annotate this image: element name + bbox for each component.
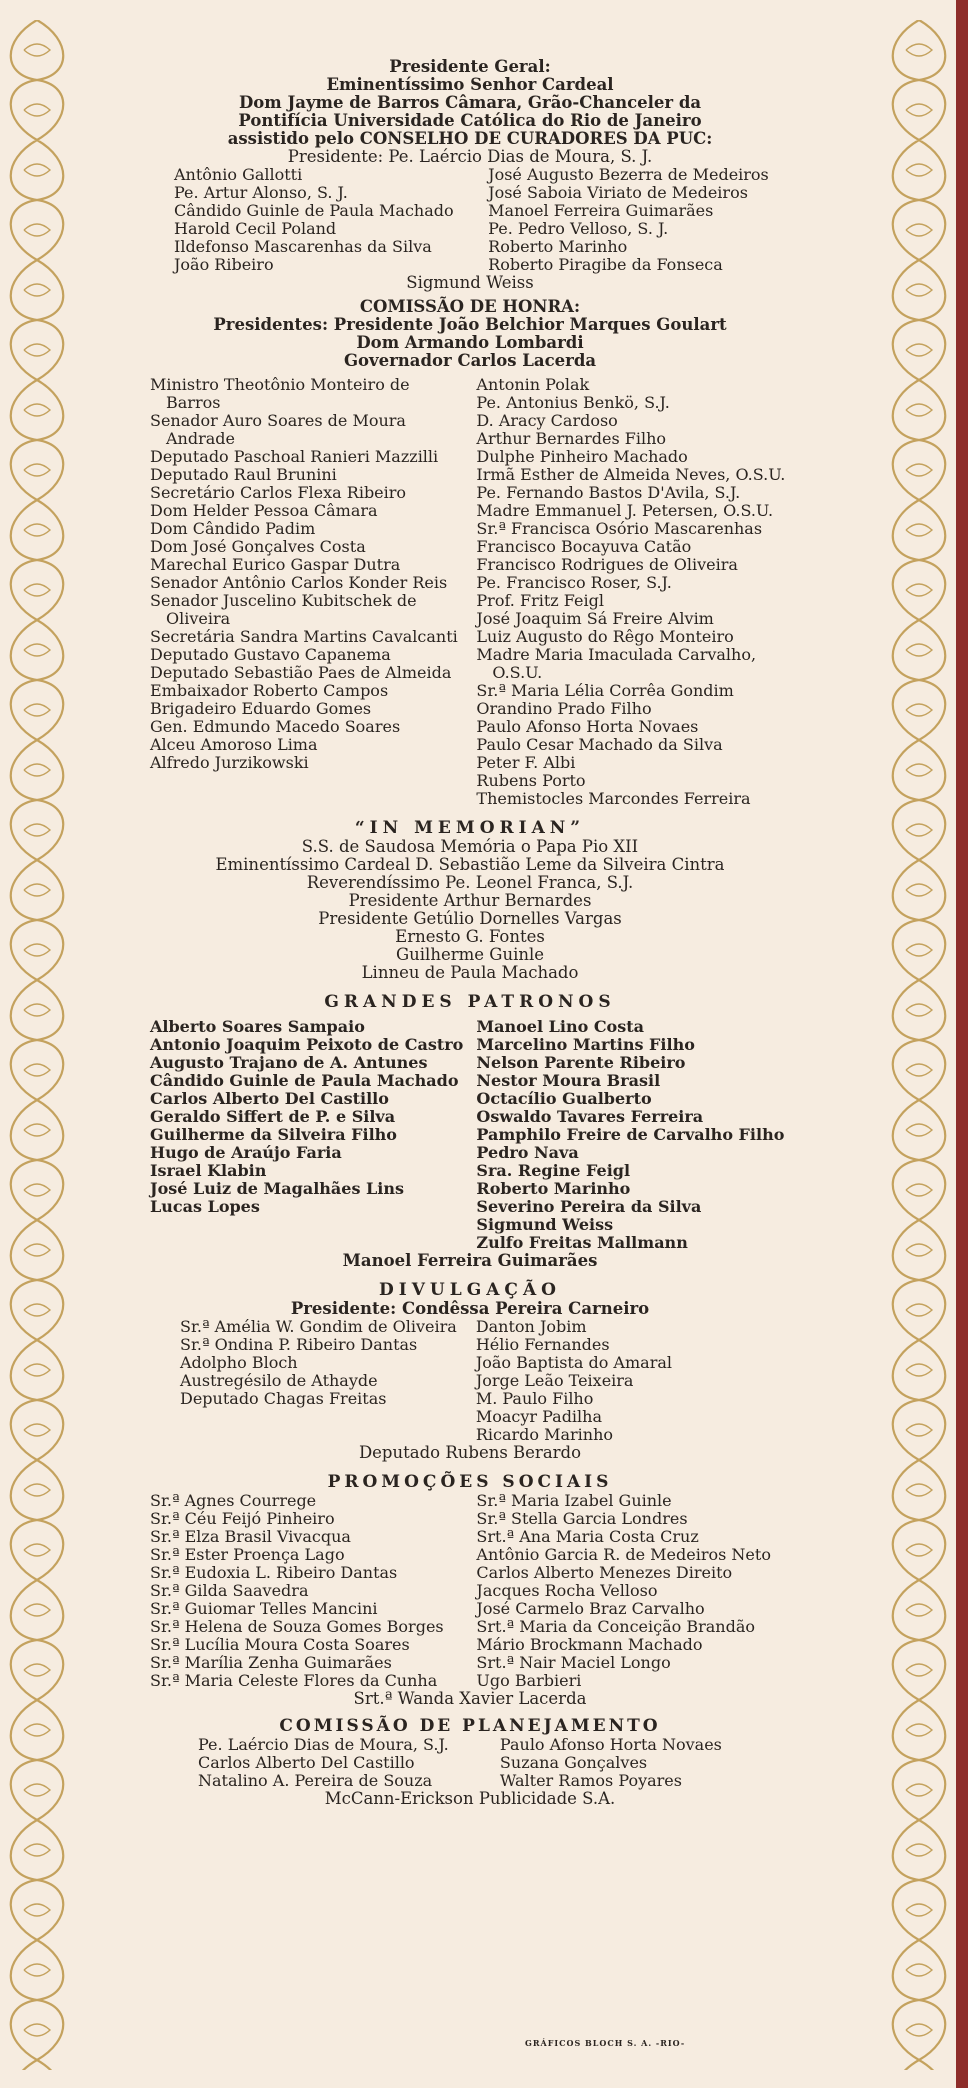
divulgacao-member: João Baptista do Amaral — [475, 1353, 672, 1372]
patrono-name: Hugo de Araújo Faria — [150, 1143, 342, 1162]
honra-right-column — [476, 376, 790, 808]
patrono-name: José Luiz de Magalhães Lins — [150, 1179, 404, 1198]
honra-member: Pe. Fernando Bastos D'Avila, S.J. — [476, 483, 741, 502]
planejamento-left-column — [198, 1736, 488, 1790]
divulgacao-last: Deputado Rubens Berardo — [358, 1443, 582, 1462]
honra-member: Deputado Raul Brunini — [150, 465, 337, 484]
promocoes-left-column — [150, 1492, 464, 1690]
honra-member: Ministro Theotônio Monteiro de Barros — [150, 375, 410, 412]
patrono-name: Sra. Regine Feigl — [476, 1161, 631, 1180]
header-line: assistido pelo CONSELHO DE CURADORES DA PUC: — [227, 129, 713, 148]
patrono-name: Nestor Moura Brasil — [476, 1071, 661, 1090]
promocoes-title: PROMOÇÕES SOCIAIS — [327, 1472, 613, 1492]
patrono-name: Israel Klabin — [150, 1161, 267, 1180]
patrono-name: Carlos Alberto Del Castillo — [150, 1089, 389, 1108]
honra-sub: Presidentes: Presidente João Belchior Marques Goulart — [213, 315, 727, 334]
memorian-name: Linneu de Paula Machado — [361, 963, 579, 982]
curador-name: José Saboia Viriato de Medeiros — [488, 183, 748, 202]
curador-name: Antônio Gallotti — [174, 165, 303, 184]
promocoes-member: Sr.ª Maria Celeste Flores da Cunha — [150, 1671, 438, 1690]
honra-member: Francisco Bocayuva Catão — [476, 537, 692, 556]
honra-member: Gen. Edmundo Macedo Soares — [150, 717, 401, 736]
honra-member: Senador Antônio Carlos Konder Reis — [150, 573, 448, 592]
patrono-name: Sigmund Weiss — [476, 1215, 614, 1234]
divulgacao-member: Danton Jobim — [475, 1317, 587, 1336]
honra-member: Deputado Sebastião Paes de Almeida — [150, 663, 452, 682]
promocoes-member: Sr.ª Agnes Courrege — [150, 1491, 317, 1510]
patrono-name: Antonio Joaquim Peixoto de Castro — [150, 1035, 464, 1054]
planejamento-list — [150, 1736, 790, 1790]
promocoes-member: Sr.ª Marília Zenha Guimarães — [150, 1653, 392, 1672]
patrono-name: Severino Pereira da Silva — [476, 1197, 702, 1216]
honra-member: Paulo Cesar Machado da Silva — [476, 735, 723, 754]
promocoes-member: Sr.ª Ester Proença Lago — [150, 1545, 345, 1564]
promocoes-member: Sr.ª Elza Brasil Vivacqua — [150, 1527, 351, 1546]
honra-member: Pe. Francisco Roser, S.J. — [476, 573, 672, 592]
memorian-name: Presidente Getúlio Dornelles Vargas — [318, 909, 622, 928]
promocoes-member: Srt.ª Maria da Conceição Brandão — [476, 1617, 756, 1636]
planejamento-member: Pe. Laércio Dias de Moura, S.J. — [198, 1735, 449, 1754]
promocoes-last: Srt.ª Wanda Xavier Lacerda — [353, 1689, 587, 1708]
memorian-name: Presidente Arthur Bernardes — [348, 891, 592, 910]
divulgacao-member: Hélio Fernandes — [475, 1335, 610, 1354]
memorian-list — [150, 838, 790, 982]
program-content — [150, 58, 790, 1808]
curador-name: Pe. Pedro Velloso, S. J. — [488, 219, 669, 238]
divulgacao-title: DIVULGAÇÃO — [379, 1280, 561, 1300]
memorian-name: S.S. de Saudosa Memória o Papa Pio XII — [301, 837, 639, 856]
right-ornamental-border — [884, 20, 954, 2070]
header-line: Dom Jayme de Barros Câmara, Grão-Chanceler da — [238, 93, 702, 112]
patrono-name: Nelson Parente Ribeiro — [476, 1053, 686, 1072]
planejamento-right-column — [500, 1736, 790, 1790]
planejamento-member: Suzana Gonçalves — [499, 1753, 648, 1772]
header-line: Presidente: Pe. Laércio Dias de Moura, S. J. — [287, 147, 653, 166]
promocoes-member: Sr.ª Helena de Souza Gomes Borges — [150, 1617, 444, 1636]
honra-left-column — [150, 376, 464, 808]
honra-member: Madre Emmanuel J. Petersen, O.S.U. — [476, 501, 774, 520]
patrono-name: Roberto Marinho — [476, 1179, 631, 1198]
red-edge-strip — [956, 0, 968, 2088]
promocoes-member: Ugo Barbieri — [476, 1671, 582, 1690]
memorian-title: “IN MEMORIAN” — [354, 818, 586, 838]
memorian-name: Guilherme Guinle — [395, 945, 545, 964]
scroll-ornament — [893, 20, 946, 2070]
patronos-list — [150, 1018, 790, 1252]
promocoes-member: Sr.ª Lucília Moura Costa Soares — [150, 1635, 410, 1654]
honra-member: Paulo Afonso Horta Novaes — [476, 717, 699, 736]
honra-member: Deputado Paschoal Ranieri Mazzilli — [150, 447, 439, 466]
promocoes-member: José Carmelo Braz Carvalho — [476, 1599, 705, 1618]
curador-name: Ildefonso Mascarenhas da Silva — [174, 237, 432, 256]
promocoes-member: Antônio Garcia R. de Medeiros Neto — [476, 1545, 771, 1564]
honra-member: Marechal Eurico Gaspar Dutra — [150, 555, 401, 574]
honra-member: Rubens Porto — [476, 771, 586, 790]
divulgacao-member: Deputado Chagas Freitas — [180, 1389, 387, 1408]
patronos-right-column — [476, 1018, 790, 1252]
curador-name: Manoel Ferreira Guimarães — [488, 201, 714, 220]
divulgacao-member: Adolpho Bloch — [180, 1353, 298, 1372]
honra-member: Irmã Esther de Almeida Neves, O.S.U. — [476, 465, 786, 484]
honra-member: Orandino Prado Filho — [476, 699, 652, 718]
honra-member: Brigadeiro Eduardo Gomes — [150, 699, 372, 718]
header-block — [150, 58, 790, 166]
promocoes-member: Sr.ª Stella Garcia Londres — [476, 1509, 688, 1528]
patrono-name: Zulfo Freitas Mallmann — [476, 1233, 688, 1252]
honra-sub: Governador Carlos Lacerda — [343, 351, 597, 370]
honra-member: Madre Maria Imaculada Carvalho, O.S.U. — [476, 645, 757, 682]
honra-member: Antonin Polak — [476, 375, 590, 394]
promocoes-member: Mário Brockmann Machado — [476, 1635, 703, 1654]
honra-member: Alceu Amoroso Lima — [150, 735, 318, 754]
patrono-name: Lucas Lopes — [150, 1197, 260, 1216]
header-line: Presidente Geral: — [389, 57, 551, 76]
curador-name: Harold Cecil Poland — [174, 219, 337, 238]
curador-name: Roberto Marinho — [488, 237, 628, 256]
divulgacao-member: Sr.ª Amélia W. Gondim de Oliveira — [180, 1317, 457, 1336]
honra-member: Secretário Carlos Flexa Ribeiro — [150, 483, 407, 502]
honra-member: Dulphe Pinheiro Machado — [476, 447, 688, 466]
patrono-name: Guilherme da Silveira Filho — [150, 1125, 397, 1144]
planejamento-member: Walter Ramos Poyares — [499, 1771, 682, 1790]
header-line: Eminentíssimo Senhor Cardeal — [326, 75, 614, 94]
honra-member: Prof. Fritz Feigl — [476, 591, 604, 610]
divulgacao-list — [150, 1318, 790, 1444]
honra-member: Luiz Augusto do Rêgo Monteiro — [476, 627, 734, 646]
promocoes-member: Carlos Alberto Menezes Direito — [476, 1563, 733, 1582]
honra-member: Dom Cândido Padim — [150, 519, 316, 538]
promocoes-list — [150, 1492, 790, 1690]
planejamento-title: COMISSÃO DE PLANEJAMENTO — [279, 1716, 661, 1736]
patronos-left-column — [150, 1018, 464, 1252]
honra-member: Dom Helder Pessoa Câmara — [150, 501, 378, 520]
curador-name: João Ribeiro — [174, 255, 274, 274]
promocoes-member: Sr.ª Maria Izabel Guinle — [476, 1491, 672, 1510]
curador-name: Cândido Guinle de Paula Machado — [174, 201, 454, 220]
patronos-last: Manoel Ferreira Guimarães — [342, 1251, 598, 1270]
divulgacao-member: Ricardo Marinho — [475, 1425, 614, 1444]
curadores-left-column — [174, 166, 476, 274]
patrono-name: Oswaldo Tavares Ferreira — [476, 1107, 704, 1126]
honra-member: Arthur Bernardes Filho — [476, 429, 667, 448]
honra-member: Embaixador Roberto Campos — [150, 681, 389, 700]
patrono-name: Pamphilo Freire de Carvalho Filho — [476, 1125, 785, 1144]
curador-name: Roberto Piragibe da Fonseca — [488, 255, 723, 274]
planejamento-member: Carlos Alberto Del Castillo — [198, 1753, 415, 1772]
honra-member: Sr.ª Francisca Osório Mascarenhas — [476, 519, 763, 538]
planejamento-member: Natalino A. Pereira de Souza — [198, 1771, 433, 1790]
patrono-name: Pedro Nava — [476, 1143, 579, 1162]
honra-member: D. Aracy Cardoso — [476, 411, 618, 430]
patrono-name: Octacílio Gualberto — [476, 1089, 652, 1108]
divulgacao-member: Sr.ª Ondina P. Ribeiro Dantas — [180, 1335, 418, 1354]
honra-member: Alfredo Jurzikowski — [150, 753, 309, 772]
promocoes-member: Sr.ª Guiomar Telles Mancini — [150, 1599, 378, 1618]
honra-member: Senador Auro Soares de Moura Andrade — [150, 411, 406, 448]
honra-member: Senador Juscelino Kubitschek de Oliveira — [150, 591, 417, 628]
honra-member: José Joaquim Sá Freire Alvim — [476, 609, 714, 628]
divulgacao-member: Moacyr Padilha — [475, 1407, 603, 1426]
patrono-name: Alberto Soares Sampaio — [150, 1017, 365, 1036]
divulgacao-left-column — [180, 1318, 464, 1444]
curadores-list — [150, 166, 790, 274]
honra-member: Sr.ª Maria Lélia Corrêa Gondim — [476, 681, 734, 700]
honra-member: Francisco Rodrigues de Oliveira — [476, 555, 738, 574]
planejamento-member: Paulo Afonso Horta Novaes — [499, 1735, 722, 1754]
scroll-ornament — [11, 20, 64, 2070]
honra-member: Themistocles Marcondes Ferreira — [476, 789, 751, 808]
memorian-name: Reverendíssimo Pe. Leonel Franca, S.J. — [306, 873, 634, 892]
planejamento-last: McCann-Erickson Publicidade S.A. — [324, 1789, 616, 1808]
honra-member: Secretária Sandra Martins Cavalcanti — [150, 627, 458, 646]
patrono-name: Geraldo Siffert de P. e Silva — [150, 1107, 396, 1126]
honra-member: Pe. Antonius Benkö, S.J. — [476, 393, 670, 412]
divulgacao-member: Jorge Leão Teixeira — [475, 1371, 634, 1390]
honra-sub: Dom Armando Lombardi — [356, 333, 584, 352]
divulgacao-member: Austregésilo de Athayde — [180, 1371, 378, 1390]
honra-member: Dom José Gonçalves Costa — [150, 537, 366, 556]
curador-name: José Augusto Bezerra de Medeiros — [488, 165, 769, 184]
honra-list — [150, 376, 790, 808]
promocoes-member: Sr.ª Gilda Saavedra — [150, 1581, 309, 1600]
curadores-right-column — [488, 166, 790, 274]
promocoes-right-column — [476, 1492, 790, 1690]
left-ornamental-border — [2, 20, 72, 2070]
promocoes-member: Sr.ª Eudoxia L. Ribeiro Dantas — [150, 1563, 398, 1582]
patrono-name: Cândido Guinle de Paula Machado — [150, 1071, 459, 1090]
divulgacao-right-column — [476, 1318, 760, 1444]
header-line: Pontifícia Universidade Católica do Rio de Janeiro — [238, 111, 702, 130]
honra-title: COMISSÃO DE HONRA: — [359, 297, 581, 316]
patrono-name: Augusto Trajano de A. Antunes — [150, 1053, 428, 1072]
printer-imprint: GRÁFICOS BLOCH S. A. -RIO- — [525, 2038, 686, 2048]
honra-member: Peter F. Albi — [476, 753, 576, 772]
memorian-name: Ernesto G. Fontes — [395, 927, 545, 946]
curador-name: Pe. Artur Alonso, S. J. — [174, 183, 348, 202]
promocoes-member: Jacques Rocha Velloso — [476, 1581, 658, 1600]
curadores-last: Sigmund Weiss — [406, 273, 534, 292]
divulgacao-sub: Presidente: Condêssa Pereira Carneiro — [290, 1299, 650, 1318]
promocoes-member: Sr.ª Céu Feijó Pinheiro — [150, 1509, 335, 1528]
promocoes-member: Srt.ª Nair Maciel Longo — [476, 1653, 671, 1672]
patronos-title: GRANDES PATRONOS — [324, 992, 616, 1012]
patrono-name: Manoel Lino Costa — [476, 1017, 644, 1036]
divulgacao-member: M. Paulo Filho — [475, 1389, 594, 1408]
honra-member: Deputado Gustavo Capanema — [150, 645, 391, 664]
patrono-name: Marcelino Martins Filho — [476, 1035, 695, 1054]
promocoes-member: Srt.ª Ana Maria Costa Cruz — [476, 1527, 699, 1546]
memorian-name: Eminentíssimo Cardeal D. Sebastião Leme da Silveira Cintra — [215, 855, 725, 874]
